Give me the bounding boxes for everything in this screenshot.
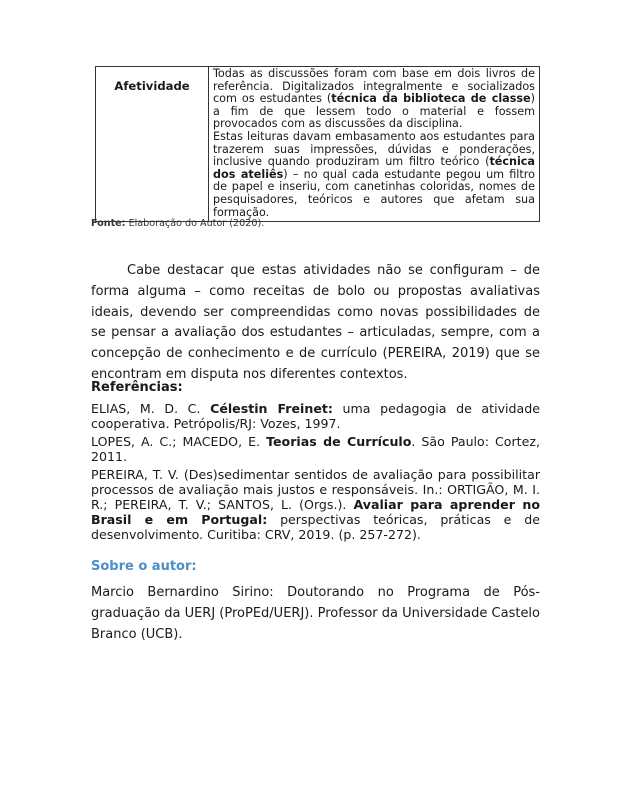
table-source (91, 218, 264, 229)
table-paragraph-1 (213, 68, 535, 131)
reference-item (91, 467, 540, 542)
bold-text-run: Célestin Freinet: (210, 401, 333, 416)
author-bio: Marcio Bernardino Sirino: Doutorando no Programa de Pós-graduação da UERJ (ProPEd/UERJ). Professor da Universidade Castelo Branco (UCB). (91, 585, 541, 642)
activities-table (95, 66, 540, 222)
text-run: LOPES, A. C.; MACEDO, E. (91, 434, 267, 449)
table-row-content (209, 67, 540, 222)
reference-item (91, 434, 540, 464)
bold-text-run: Avaliar para aprender no Brasil e em Portugal: (91, 497, 540, 527)
source-label: Fonte: (91, 218, 126, 229)
author-heading: Sobre o autor: (91, 559, 197, 574)
text-run: perspectivas teóricas, práticas e de desenvolvimento. Curitiba: CRV, 2019. (p. 257-272). (91, 512, 540, 542)
bold-text-run: técnica da biblioteca de classe (331, 92, 531, 106)
source-text: Elaboração do Autor (2020). (125, 218, 265, 229)
text-run: ) – no qual cada estudante pegou um filtro de papel e inseriu, com canetinhas coloridas, nomes de pesquisadores, teóricos e autores que afetam sua formação. (213, 167, 535, 219)
body-paragraph: Cabe destacar que estas atividades não se configuram – de forma alguma – como receitas de bolo ou propostas avaliativas ideais, devendo ser compreendidas como novas possibilidades de se pensar a avaliação dos estudantes – articuladas, sempre, com a concepção de conhecimento e de currículo (PEREIRA, 2019) que se encontram em disputa nos diferentes contextos. (91, 263, 540, 382)
text-run: ) a fim de que lessem todo o material e fossem provocados com as discussões da disciplina. (213, 92, 536, 131)
text-run: PEREIRA, T. V. (Des)sedimentar sentidos de avaliação para possibilitar processos de avaliação mais justos e responsáveis. In.: ORTIGÃO, M. I. R.; PEREIRA, T. V.; SANTOS, L. (Orgs.). (91, 467, 540, 512)
bold-text-run: técnica dos ateliês (213, 155, 535, 181)
text-run: uma pedagogia de atividade cooperativa. Petrópolis/RJ: Vozes, 1997. (91, 401, 540, 431)
bold-text-run: Teorias de Currículo (266, 434, 412, 449)
text-run: Todas as discussões foram com base em dois livros de referência. Digitalizados integralmente e socializados com os estudantes ( (213, 67, 535, 106)
reference-item (91, 401, 540, 431)
text-run: ELIAS, M. D. C. (91, 401, 211, 416)
table-paragraph-2 (213, 131, 535, 219)
references-heading: Referências: (91, 380, 183, 395)
table-row-label: Afetividade (96, 67, 209, 222)
text-run: Estas leituras davam embasamento aos estudantes para trazerem suas impressões, dúvidas e ponderações, inclusive quando produziram um filtro teórico ( (213, 129, 535, 169)
table-row (96, 67, 540, 222)
text-run: . São Paulo: Cortez, 2011. (91, 434, 540, 464)
